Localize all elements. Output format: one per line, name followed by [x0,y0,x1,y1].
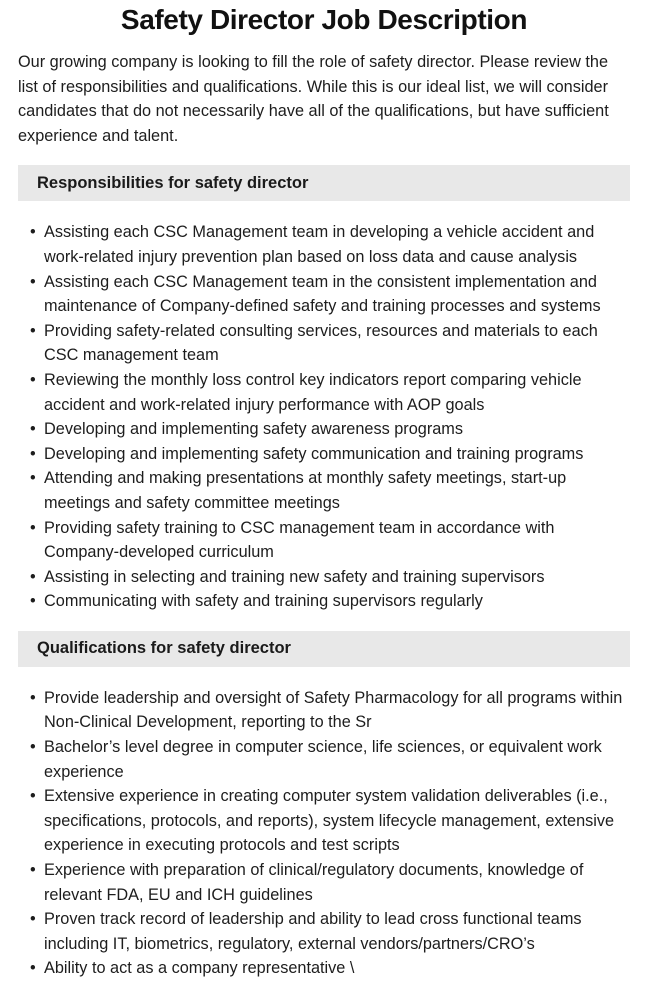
list-item: • Extensive experience in creating computer system validation deliverables (i.e., specifications, protocols, and reports), system lifecycle management, extensive experience in executing protocols and test scripts [44,784,630,858]
list-item: • Bachelor’s level degree in computer science, life sciences, or equivalent work experience [44,735,630,784]
intro-paragraph: Our growing company is looking to fill the role of safety director. Please review the list of responsibilities and qualifications. While this is our ideal list, we will consider candidates that do not necessarily have all of the qualifications, but have sufficient experience and talent. [18,53,609,145]
list-item: • Communicating with safety and training supervisors regularly [44,589,630,614]
list-item: • Developing and implementing safety awareness programs [44,417,630,442]
list-item: • Provide leadership and oversight of Safety Pharmacology for all programs within Non-Clinical Development, reporting to the Sr [44,686,630,735]
list-item: • Experience with preparation of clinical/regulatory documents, knowledge of relevant FDA, EU and ICH guidelines [44,858,630,907]
list-item: • Assisting in selecting and training new safety and training supervisors [44,565,630,590]
list-item: • Assisting each CSC Management team in the consistent implementation and maintenance of Company-defined safety and training processes and systems [44,270,630,319]
list-item: • Reviewing the monthly loss control key indicators report comparing vehicle accident and work-related injury performance with AOP goals [44,368,630,417]
list-item: • Ability to act as a company representative \ [44,956,630,981]
page-title: Safety Director Job Description [120,4,528,35]
responsibilities-list [18,220,630,614]
section-heading-responsibilities: Responsibilities for safety director [18,165,630,201]
list-item: • Attending and making presentations at monthly safety meetings, start-up meetings and safety committee meetings [44,466,630,515]
list-item: • Developing and implementing safety communication and training programs [44,442,630,467]
list-item: • Providing safety-related consulting services, resources and materials to each CSC management team [44,319,630,368]
section-heading-qualifications: Qualifications for safety director [18,631,630,667]
list-item: • Assisting each CSC Management team in developing a vehicle accident and work-related injury prevention plan based on loss data and cause analysis [44,220,630,269]
list-item: • Proven track record of leadership and ability to lead cross functional teams including IT, biometrics, regulatory, external vendors/partners/CRO’s [44,907,630,956]
list-item: • Providing safety training to CSC management team in accordance with Company-developed curriculum [44,516,630,565]
section-responsibilities [18,165,630,614]
section-qualifications [18,631,630,981]
qualifications-list [18,686,630,981]
